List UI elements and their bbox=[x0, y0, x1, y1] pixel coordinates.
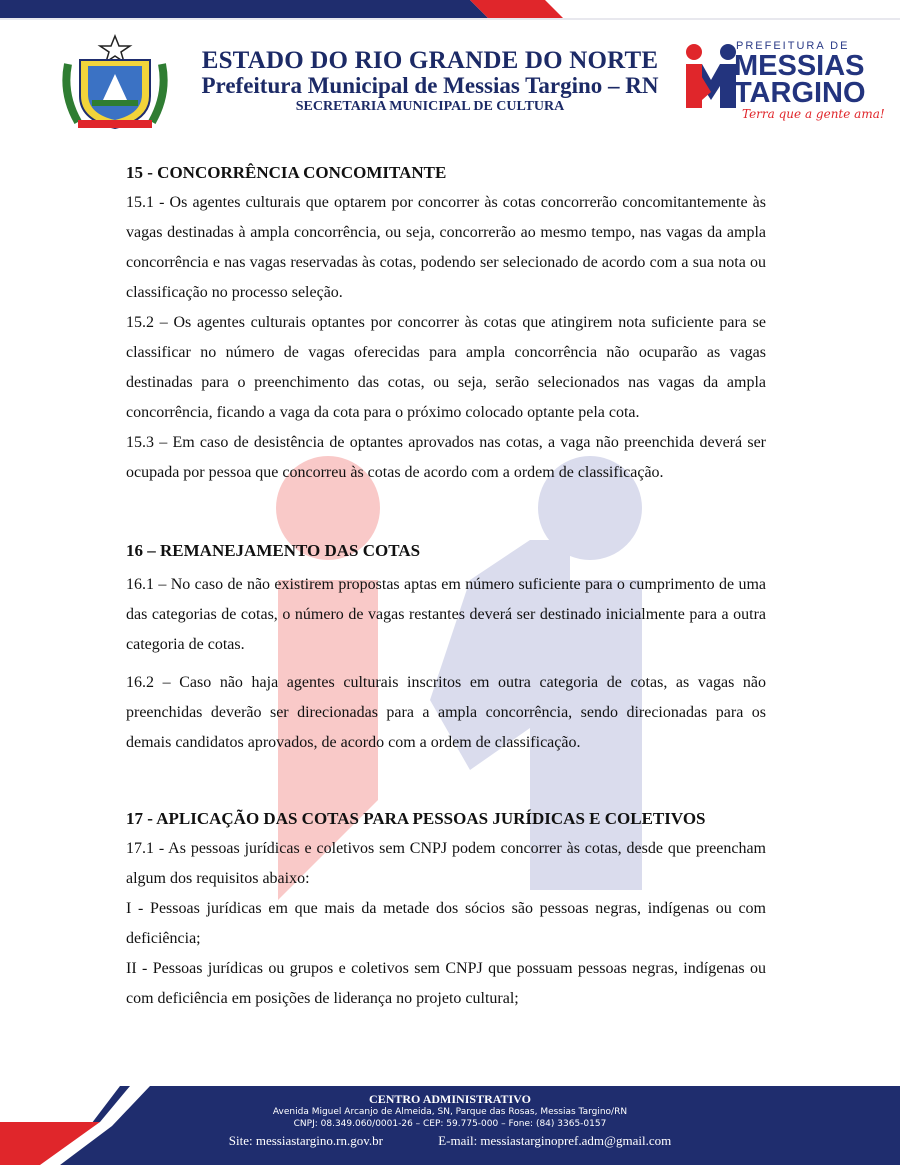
footer-contacts bbox=[150, 1132, 750, 1150]
page-header bbox=[0, 28, 900, 128]
brand-slogan: Terra que a gente ama! bbox=[742, 107, 885, 121]
paragraph-15-2: 15.2 – Os agentes culturais optantes por concorrer às cotas que atingirem nota suficiente para se classificar no número de vagas oferecidas para ampla concorrência não ocuparão as vagas destinadas para o preenchimento das cotas, ou seja, serão selecionados nas vagas da ampla concorrência, ficando a vaga da cota para o próximo colocado optante pela cota. bbox=[126, 314, 766, 421]
footer-address: Avenida Miguel Arcanjo de Almeida, SN, Parque das Rosas, Messias Targino/RN bbox=[272, 1107, 628, 1117]
coat-of-arms-icon bbox=[58, 34, 172, 132]
section-16 bbox=[126, 536, 766, 758]
paragraph-15-1: 15.1 - Os agentes culturais que optarem por concorrer às cotas concorrerão concomitantemente às vagas destinadas à ampla concorrência, ou seja, concorrerão ao mesmo tempo, nas vagas da ampla concorrência e nas vagas reservadas às cotas, podendo ser selecionado de acordo com a sua nota ou classificação no processo seleção. bbox=[126, 194, 766, 301]
paragraph-15-3: 15.3 – Em caso de desistência de optantes aprovados nas cotas, a vaga não preenchida deverá ser ocupada por pessoa que concorreu às cotas de acordo com a ordem de classificação. bbox=[126, 434, 766, 481]
header-titles bbox=[180, 48, 680, 115]
top-stripes bbox=[0, 0, 900, 22]
section-16-title: 16 – REMANEJAMENTO DAS COTAS bbox=[126, 541, 421, 560]
footer-text bbox=[150, 1092, 750, 1150]
brand-m-icon bbox=[684, 42, 738, 112]
paragraph-17-1: 17.1 - As pessoas jurídicas e coletivos sem CNPJ podem concorrer às cotas, desde que preencham algum dos requisitos abaixo: bbox=[126, 840, 766, 887]
footer-email-link[interactable]: E-mail: messiastarginopref.adm@gmail.com bbox=[438, 1133, 672, 1148]
section-15 bbox=[126, 158, 766, 488]
page-footer bbox=[0, 1086, 900, 1165]
paragraph-16-1: 16.1 – No caso de não existirem propostas aptas em número suficiente para o cumprimento de uma das categorias de cotas, o número de vagas restantes deverá ser destinado inicialmente para a outra categoria de cotas. bbox=[126, 576, 766, 653]
footer-title: CENTRO ADMINISTRATIVO bbox=[369, 1092, 531, 1106]
section-17 bbox=[126, 804, 766, 1014]
brand-prefeitura-de: PREFEITURA DE bbox=[736, 40, 850, 52]
secretaria-title: SECRETARIA MUNICIPAL DE CULTURA bbox=[295, 99, 565, 114]
prefeitura-title: Prefeitura Municipal de Messias Targino – RN bbox=[201, 73, 659, 98]
footer-site-link[interactable]: Site: messiastargino.rn.gov.br bbox=[228, 1133, 383, 1148]
paragraph-17-ii: II - Pessoas jurídicas ou grupos e coletivos sem CNPJ que possuam pessoas negras, indígenas ou com deficiência em posições de liderança no projeto cultural; bbox=[126, 960, 766, 1007]
messias-targino-logo bbox=[684, 38, 885, 121]
paragraph-16-2: 16.2 – Caso não haja agentes culturais inscritos em outra categoria de cotas, as vagas não preenchidas deverão ser direcionadas para a ampla concorrência, sendo direcionadas para os demais candidatos aprovados, de acordo com a ordem de classificação. bbox=[126, 674, 766, 751]
document-body bbox=[126, 158, 766, 1014]
section-17-title: 17 - APLICAÇÃO DAS COTAS PARA PESSOAS JURÍDICAS E COLETIVOS bbox=[126, 809, 706, 828]
brand-name-line2: TARGINO bbox=[734, 77, 866, 109]
paragraph-17-i: I - Pessoas jurídicas em que mais da metade dos sócios são pessoas negras, indígenas ou com deficiência; bbox=[126, 900, 766, 947]
footer-cnpj: CNPJ: 08.349.060/0001-26 – CEP: 59.775-000 – Fone: (84) 3365-0157 bbox=[293, 1119, 607, 1129]
state-title: ESTADO DO RIO GRANDE DO NORTE bbox=[201, 47, 659, 74]
brand-name-line1: MESSIAS bbox=[734, 50, 865, 82]
section-15-title: 15 - CONCORRÊNCIA CONCOMITANTE bbox=[126, 163, 447, 182]
